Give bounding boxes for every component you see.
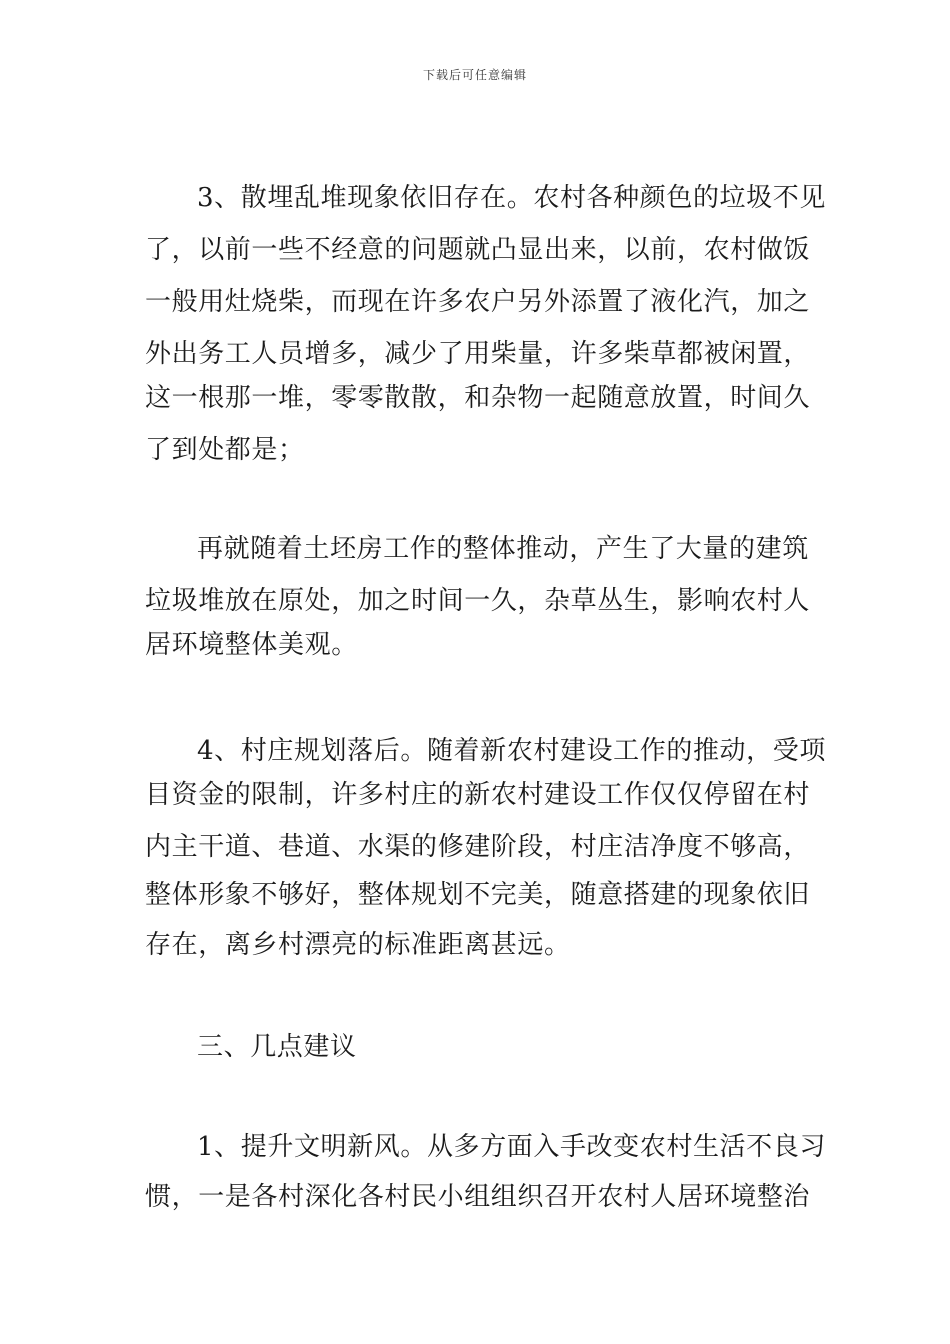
paragraph-line: 存在，离乡村漂亮的标准距离甚远。 (145, 930, 571, 960)
paragraph-line: 再就随着土坯房工作的整体推动，产生了大量的建筑 (197, 534, 809, 564)
page-header-note: 下载后可任意编辑 (422, 68, 527, 82)
paragraph-line: 惯，一是各村深化各村民小组组织召开农村人居环境整治 (145, 1182, 811, 1212)
paragraph-line: 一般用灶烧柴，而现在许多农户另外添置了液化汽，加之 (145, 287, 811, 317)
paragraph-line: 垃圾堆放在原处，加之时间一久，杂草丛生，影响农村人 (145, 586, 811, 616)
paragraph-line: 居环境整体美观。 (145, 630, 358, 660)
paragraph-line: 目资金的限制，许多村庄的新农村建设工作仅仅停留在村 (145, 780, 811, 810)
paragraph-line: 外出务工人员增多，减少了用柴量，许多柴草都被闲置， (145, 339, 811, 369)
section-heading-text: 三、几点建议 (197, 1032, 357, 1062)
paragraph-line: 3、散埋乱堆现象依旧存在。农村各种颜色的垃圾不见 (197, 183, 826, 213)
paragraph-line: 4、村庄规划落后。随着新农村建设工作的推动，受项 (197, 736, 826, 766)
paragraph-line: 了到处都是； (145, 435, 305, 465)
paragraph-line: 整体形象不够好，整体规划不完美，随意搭建的现象依旧 (145, 880, 811, 910)
paragraph-line: 这一根那一堆，零零散散，和杂物一起随意放置，时间久 (145, 383, 811, 413)
paragraph-line: 内主干道、巷道、水渠的修建阶段，村庄洁净度不够高， (145, 832, 811, 862)
paragraph-line: 1、提升文明新风。从多方面入手改变农村生活不良习 (197, 1132, 826, 1162)
paragraph-line: 了，以前一些不经意的问题就凸显出来，以前，农村做饭 (145, 235, 811, 265)
